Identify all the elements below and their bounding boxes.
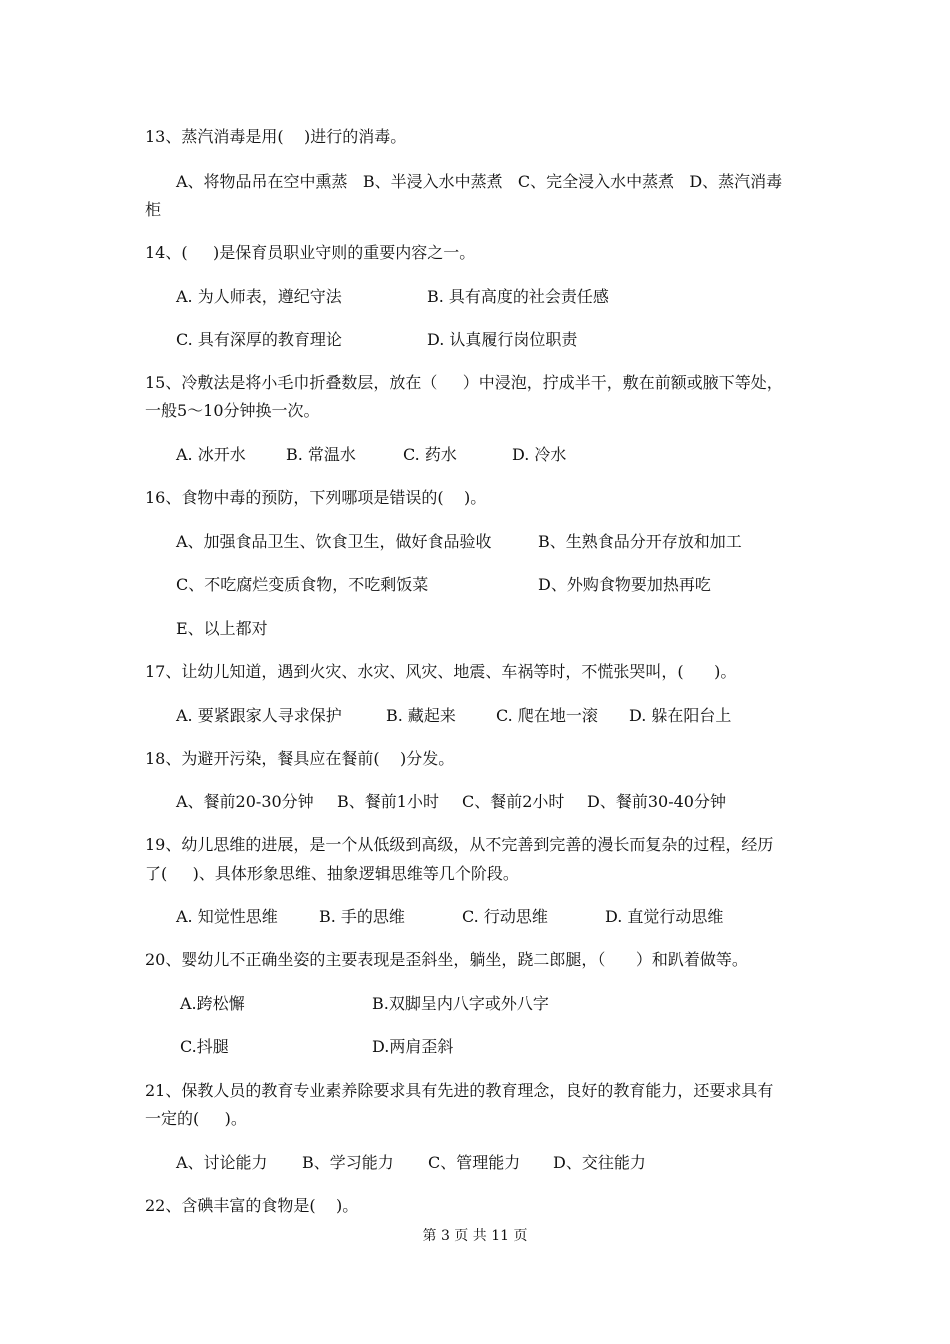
question-16-stem: 16、食物中毒的预防，下列哪项是错误的( )。 [145,488,487,507]
question-17-option-c: C. 爬在地一滚 [496,706,598,725]
question-14-option-d: D. 认真履行岗位职责 [427,330,578,349]
question-17-stem: 17、让幼儿知道，遇到火灾、水灾、风灾、地震、车祸等时，不慌张哭叫，( )。 [145,662,737,681]
question-15-option-a: A. 冰开水 [176,445,246,464]
question-15-stem-line2: 一般5～10分钟换一次。 [145,401,320,420]
question-18-option-b: B、餐前1小时 [337,792,439,811]
question-20-option-c: C.抖腿 [180,1037,229,1056]
question-19-option-d: D. 直觉行动思维 [605,907,724,926]
question-17-option-a: A. 要紧跟家人寻求保护 [176,706,342,725]
question-19-stem-line1: 19、幼儿思维的进展，是一个从低级到高级，从不完善到完善的漫长而复杂的过程，经历 [145,835,774,854]
question-22-stem: 22、含碘丰富的食物是( )。 [145,1196,359,1215]
question-21-option-b: B、学习能力 [302,1153,394,1172]
question-17-option-d: D. 躲在阳台上 [629,706,732,725]
question-19-option-b: B. 手的思维 [319,907,405,926]
question-20-stem: 20、婴幼儿不正确坐姿的主要表现是歪斜坐，躺坐，跷二郎腿，（ ）和趴着做等。 [145,950,748,969]
question-18-stem: 18、为避开污染，餐具应在餐前( )分发。 [145,749,455,768]
question-18-option-a: A、餐前20-30分钟 [176,792,314,811]
question-14-stem: 14、( )是保育员职业守则的重要内容之一。 [145,243,476,262]
question-16-option-e: E、以上都对 [176,619,268,638]
question-13-stem: 13、蒸汽消毒是用( )进行的消毒。 [145,127,407,146]
question-14-option-a: A. 为人师表，遵纪守法 [176,287,342,306]
question-16-option-d: D、外购食物要加热再吃 [538,575,711,594]
question-18-option-c: C、餐前2小时 [462,792,565,811]
question-15-option-b: B. 常温水 [286,445,356,464]
question-15-option-c: C. 药水 [403,445,457,464]
question-21-option-c: C、管理能力 [428,1153,521,1172]
question-15-option-d: D. 冷水 [512,445,567,464]
question-17-option-b: B. 藏起来 [386,706,456,725]
question-19-option-a: A. 知觉性思维 [176,907,278,926]
question-16-option-b: B、生熟食品分开存放和加工 [538,532,742,551]
question-19-stem-line2: 了( )、具体形象思维、抽象逻辑思维等几个阶段。 [145,864,519,883]
question-18-option-d: D、餐前30-40分钟 [587,792,726,811]
question-20-option-d: D.两肩歪斜 [372,1037,454,1056]
question-20-option-a: A.跨松懈 [180,994,245,1013]
question-16-option-c: C、不吃腐烂变质食物，不吃剩饭菜 [176,575,429,594]
question-21-stem-line2: 一定的( )。 [145,1109,247,1128]
question-14-option-c: C. 具有深厚的教育理论 [176,330,342,349]
question-15-stem-line1: 15、冷敷法是将小毛巾折叠数层，放在（ ）中浸泡，拧成半干，敷在前额或腋下等处， [145,373,783,392]
question-19-option-c: C. 行动思维 [462,907,548,926]
question-20-option-b: B.双脚呈内八字或外八字 [372,994,549,1013]
question-16-option-a: A、加强食品卫生、饮食卫生，做好食品验收 [176,532,492,551]
question-21-option-d: D、交往能力 [553,1153,646,1172]
question-21-option-a: A、讨论能力 [176,1153,268,1172]
question-13-options: A、将物品吊在空中熏蒸 B、半浸入水中蒸煮 C、完全浸入水中蒸煮 D、蒸汽消毒 [176,172,783,191]
question-13-options-continuation: 柜 [145,200,162,219]
page-number-footer: 第 3 页 共 11 页 [422,1228,528,1244]
question-14-option-b: B. 具有高度的社会责任感 [427,287,609,306]
question-21-stem-line1: 21、保教人员的教育专业素养除要求具有先进的教育理念，良好的教育能力，还要求具有 [145,1081,774,1100]
